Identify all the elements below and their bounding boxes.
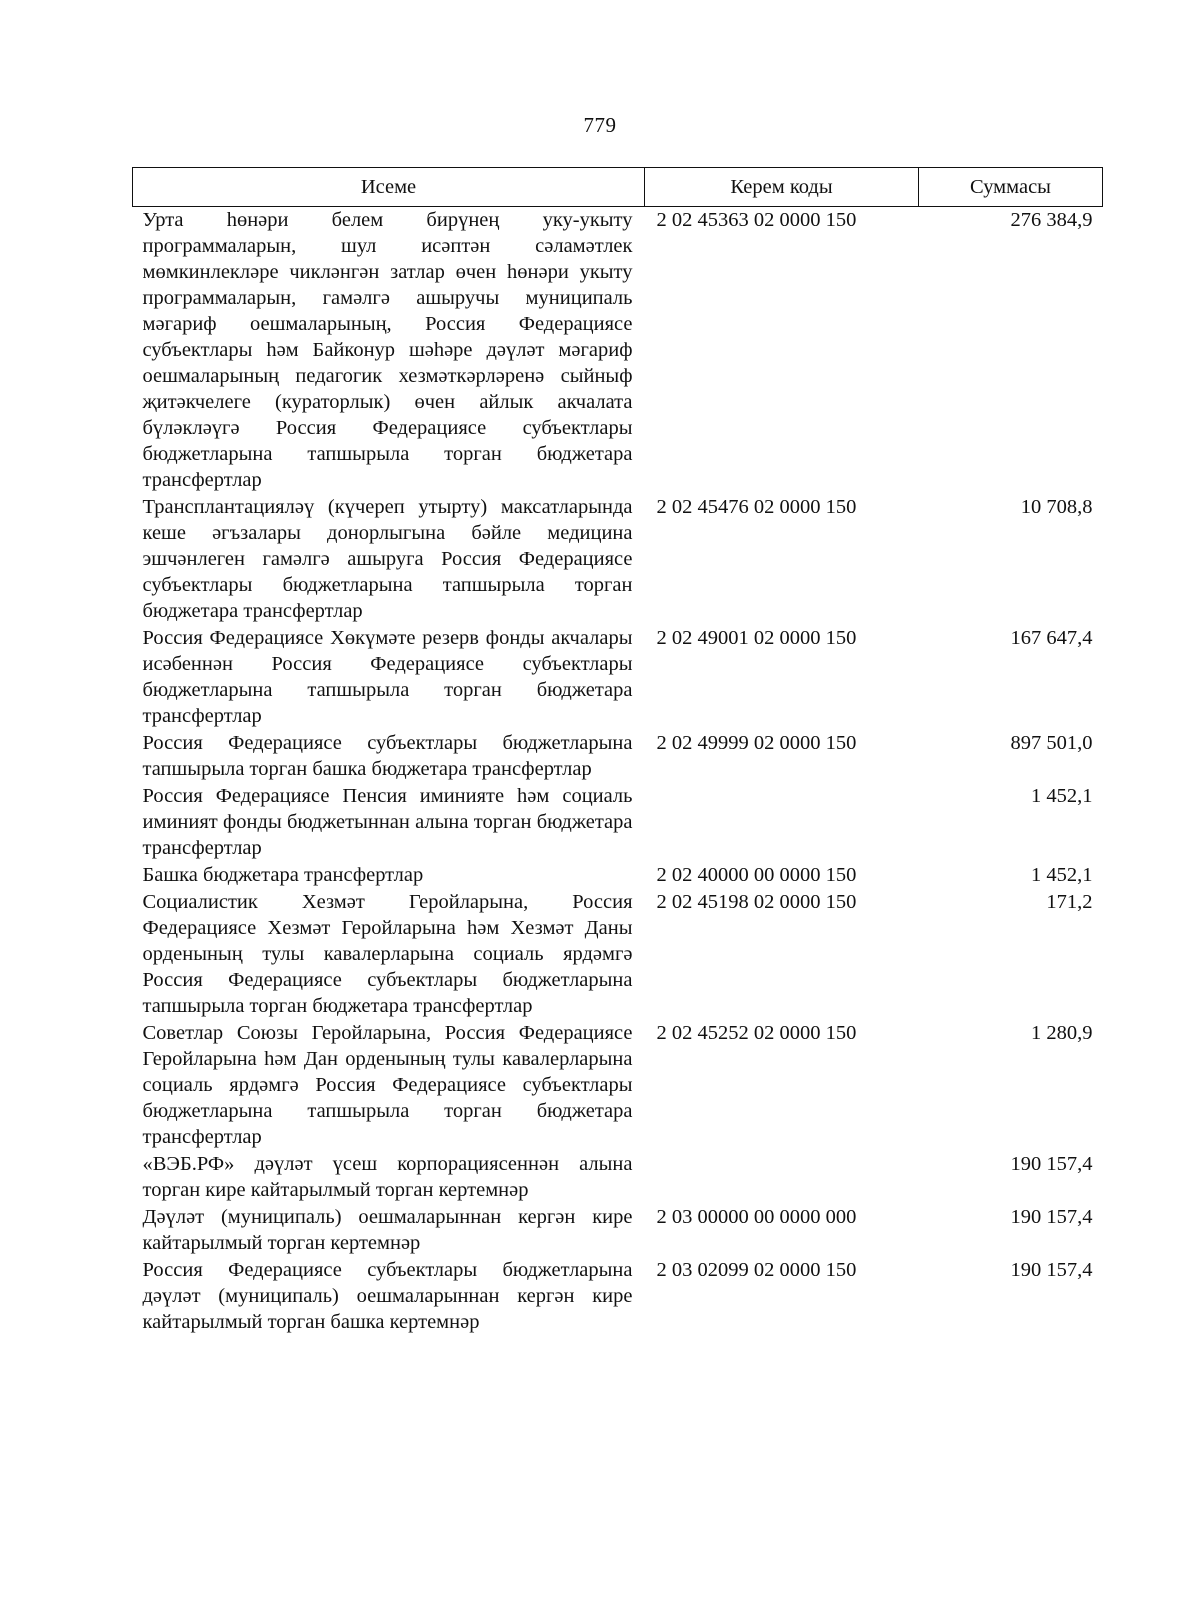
row-sum-cell: 171,2 bbox=[1046, 891, 1093, 913]
row-name-cell: «ВЭБ.РФ» дәүләт үсеш корпорациясеннән алына торган кире кайтарылмый торган кертемнәр bbox=[142, 1153, 633, 1201]
row-code-cell: 2 02 45476 02 0000 150 bbox=[656, 496, 857, 518]
row-sum-cell: 10 708,8 bbox=[1020, 496, 1093, 518]
page-number: 779 bbox=[583, 113, 617, 137]
row-name-cell: Трансплантацияләү (күчереп утырту) максатларында кеше әгъзалары донорлыгына бәйле медицина эшчәнлеген гамәлгә ашыруга Россия Федерациясе субъектлары бюджетларына тапшырыла торган бюджетара трансфертлар bbox=[142, 496, 633, 622]
row-name-cell: Урта һөнәри белем бирүнең уку-укыту программаларын, шул исәптән сәламәтлек мөмкинлекләре чикләнгән затлар өчен һөнәри укыту программаларын, гамәлгә ашыручы муниципаль мәгариф оешмаларының, Россия Федерациясе субъектлары һәм Байконур шәһәре дәүләт мәгариф оешмаларының педагогик хезмәткәрләренә сыйныф җитәкчелеге (кураторлык) өчен айлык акчалата бүләкләүгә Россия Федерациясе субъектлары бюджетларына тапшырыла торган бюджетара трансфертлар bbox=[142, 209, 633, 491]
table-row bbox=[133, 889, 1103, 1020]
column-header-code: Керем коды bbox=[645, 168, 919, 207]
row-code-cell bbox=[645, 783, 919, 862]
row-sum-cell: 276 384,9 bbox=[1010, 209, 1093, 231]
row-code-cell: 2 03 00000 00 0000 000 bbox=[656, 1206, 857, 1228]
row-code-cell bbox=[645, 1151, 919, 1204]
table-row bbox=[133, 1020, 1103, 1151]
row-code-cell: 2 02 49001 02 0000 150 bbox=[656, 627, 857, 649]
row-name-cell: Социалистик Хезмәт Геройларына, Россия Федерациясе Хезмәт Геройларына һәм Хезмәт Даны орденының тулы кавалерларына социаль ярдәмгә Россия Федерациясе субъектлары бюджетларына тапшырыла торган бюджетара трансфертлар bbox=[142, 891, 633, 1017]
row-name-cell: Башка бюджетара трансфертлар bbox=[142, 864, 424, 886]
table-body bbox=[133, 207, 1103, 1337]
row-sum-cell: 897 501,0 bbox=[1010, 732, 1093, 754]
row-sum-cell: 190 157,4 bbox=[1010, 1206, 1093, 1228]
row-code-cell: 2 03 02099 02 0000 150 bbox=[656, 1259, 857, 1281]
row-sum-cell: 167 647,4 bbox=[1010, 627, 1093, 649]
row-sum-cell: 190 157,4 bbox=[1010, 1259, 1093, 1281]
table-row bbox=[133, 730, 1103, 783]
table-row bbox=[133, 494, 1103, 625]
row-name-cell: Россия Федерациясе субъектлары бюджетларына дәүләт (муниципаль) оешмаларыннан кергән кире кайтарылмый торган башка кертемнәр bbox=[142, 1259, 633, 1333]
row-sum-cell: 1 452,1 bbox=[1031, 785, 1093, 807]
row-name-cell: Россия Федерациясе Пенсия иминияте һәм социаль иминият фонды бюджетыннан алына торган бюджетара трансфертлар bbox=[142, 785, 633, 859]
table-header-row bbox=[133, 168, 1103, 207]
row-code-cell: 2 02 45252 02 0000 150 bbox=[656, 1022, 857, 1044]
table-row bbox=[133, 1151, 1103, 1204]
table-row bbox=[133, 625, 1103, 730]
table-row bbox=[133, 1257, 1103, 1336]
table-row bbox=[133, 862, 1103, 889]
row-code-cell: 2 02 45198 02 0000 150 bbox=[656, 891, 857, 913]
row-name-cell: Россия Федерациясе субъектлары бюджетларына тапшырыла торган башка бюджетара трансфертлар bbox=[142, 732, 633, 780]
row-code-cell: 2 02 40000 00 0000 150 bbox=[656, 864, 857, 886]
table-row bbox=[133, 783, 1103, 862]
column-header-name: Исеме bbox=[133, 168, 645, 207]
row-sum-cell: 1 280,9 bbox=[1031, 1022, 1093, 1044]
row-name-cell: Советлар Союзы Геройларына, Россия Федерациясе Геройларына һәм Дан орденының тулы кавалерларына социаль ярдәмгә Россия Федерациясе субъектлары бюджетларына тапшырыла торган бюджетара трансфертлар bbox=[142, 1022, 633, 1148]
row-code-cell: 2 02 45363 02 0000 150 bbox=[656, 209, 857, 231]
row-name-cell: Россия Федерациясе Хөкүмәте резерв фонды акчалары исәбеннән Россия Федерациясе субъектлары бюджетларына тапшырыла торган бюджетара трансфертлар bbox=[142, 627, 633, 727]
row-code-cell: 2 02 49999 02 0000 150 bbox=[656, 732, 857, 754]
table-row bbox=[133, 207, 1103, 495]
budget-table bbox=[132, 167, 1103, 1336]
column-header-sum: Суммасы bbox=[919, 168, 1103, 207]
row-sum-cell: 190 157,4 bbox=[1010, 1153, 1093, 1175]
row-name-cell: Дәүләт (муниципаль) оешмаларыннан кергән кире кайтарылмый торган кертемнәр bbox=[142, 1206, 633, 1254]
table-row bbox=[133, 1204, 1103, 1257]
row-sum-cell: 1 452,1 bbox=[1031, 864, 1093, 886]
